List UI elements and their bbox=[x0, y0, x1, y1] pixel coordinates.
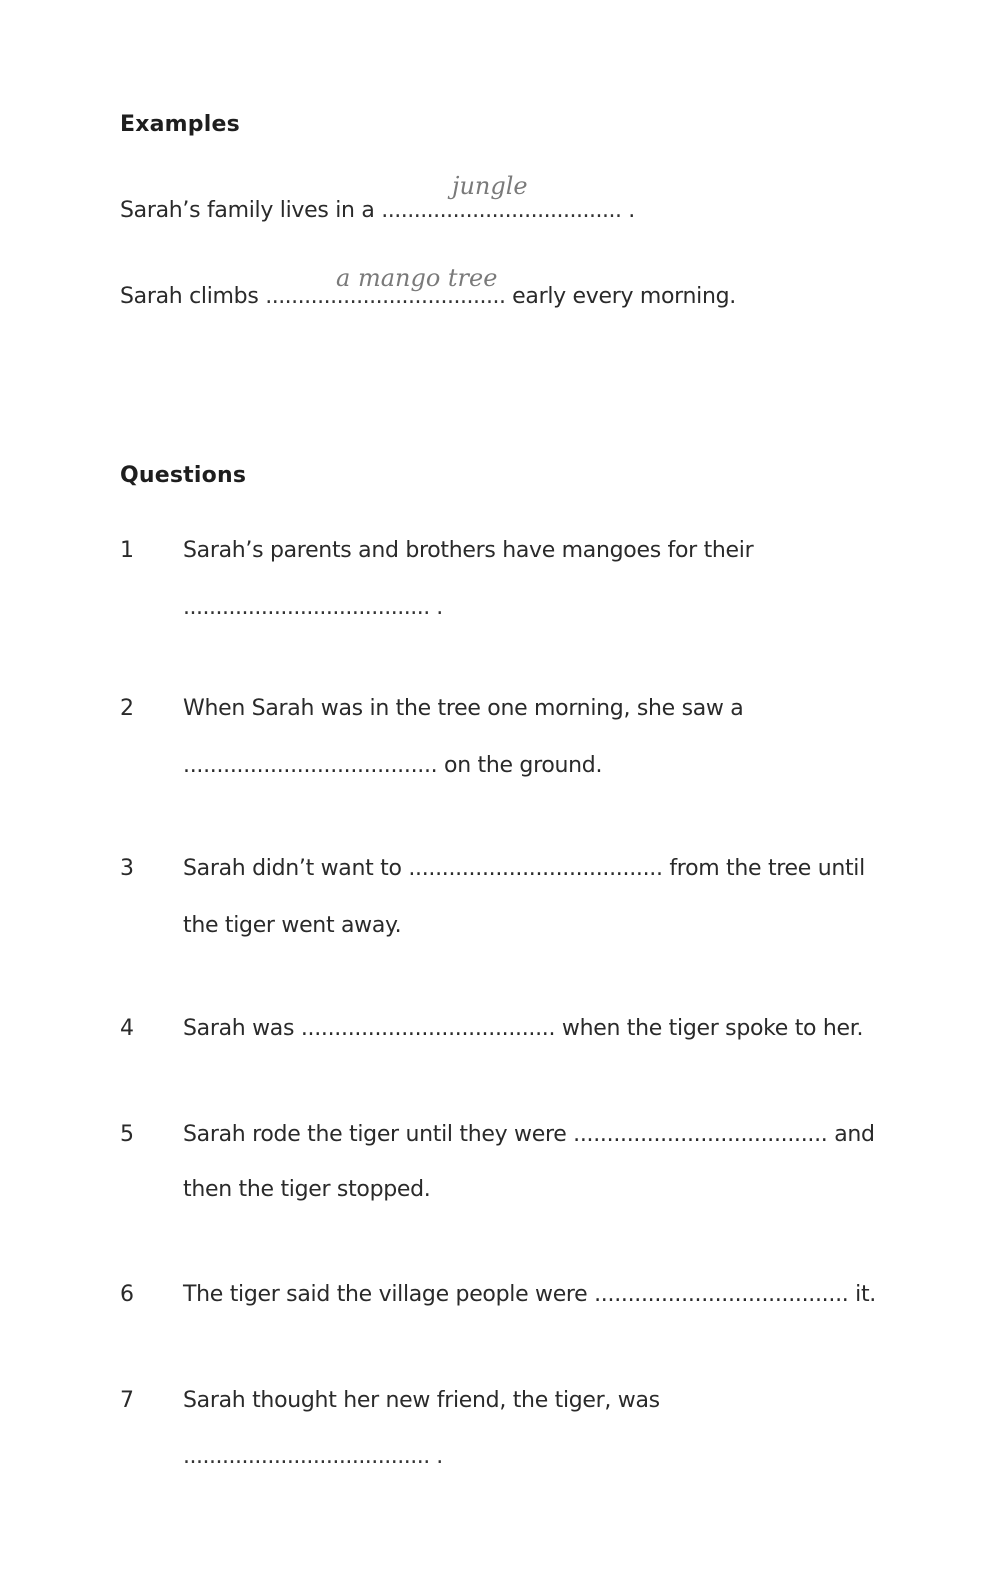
question-7-line-1: Sarah thought her new friend, the tiger, was bbox=[183, 1388, 660, 1413]
question-2-number: 2 bbox=[120, 696, 134, 721]
question-2-line-2: ...................................... on the ground. bbox=[183, 753, 603, 778]
examples-heading: Examples bbox=[120, 112, 240, 137]
question-2-line-1: When Sarah was in the tree one morning, she saw a bbox=[183, 696, 744, 721]
question-7-blank-line: ...................................... . bbox=[183, 1444, 443, 1469]
example-1-text-after: . bbox=[628, 198, 635, 223]
question-1-blank-line: ...................................... . bbox=[183, 595, 443, 620]
question-1-line-1: Sarah’s parents and brothers have mangoes for their bbox=[183, 538, 754, 563]
question-6-number: 6 bbox=[120, 1282, 134, 1307]
example-1-blank: ..................................... bbox=[381, 198, 622, 223]
example-1-text-before: Sarah’s family lives in a bbox=[120, 198, 375, 223]
example-2-handwritten-answer: a mango tree bbox=[336, 264, 498, 292]
question-3-line-1: Sarah didn’t want to ...................................... from the tree until bbox=[183, 856, 865, 881]
question-4-number: 4 bbox=[120, 1016, 134, 1041]
question-4-line-1: Sarah was ...................................... when the tiger spoke to her. bbox=[183, 1016, 864, 1041]
question-3-number: 3 bbox=[120, 856, 134, 881]
question-1-number: 1 bbox=[120, 538, 134, 563]
questions-heading: Questions bbox=[120, 463, 247, 488]
question-5-line-2: then the tiger stopped. bbox=[183, 1177, 431, 1202]
question-6-line-1: The tiger said the village people were ...................................... it. bbox=[183, 1282, 876, 1307]
example-1-handwritten-answer: jungle bbox=[452, 172, 528, 200]
question-7-number: 7 bbox=[120, 1388, 134, 1413]
question-5-line-1: Sarah rode the tiger until they were ...................................... and bbox=[183, 1122, 875, 1147]
question-3-line-2: the tiger went away. bbox=[183, 913, 402, 938]
example-1-sentence bbox=[120, 198, 635, 223]
question-5-number: 5 bbox=[120, 1122, 134, 1147]
example-2-text-before: Sarah climbs bbox=[120, 284, 259, 309]
example-2-text-after: early every morning. bbox=[512, 284, 736, 309]
example-2-blank: ..................................... bbox=[265, 284, 506, 309]
